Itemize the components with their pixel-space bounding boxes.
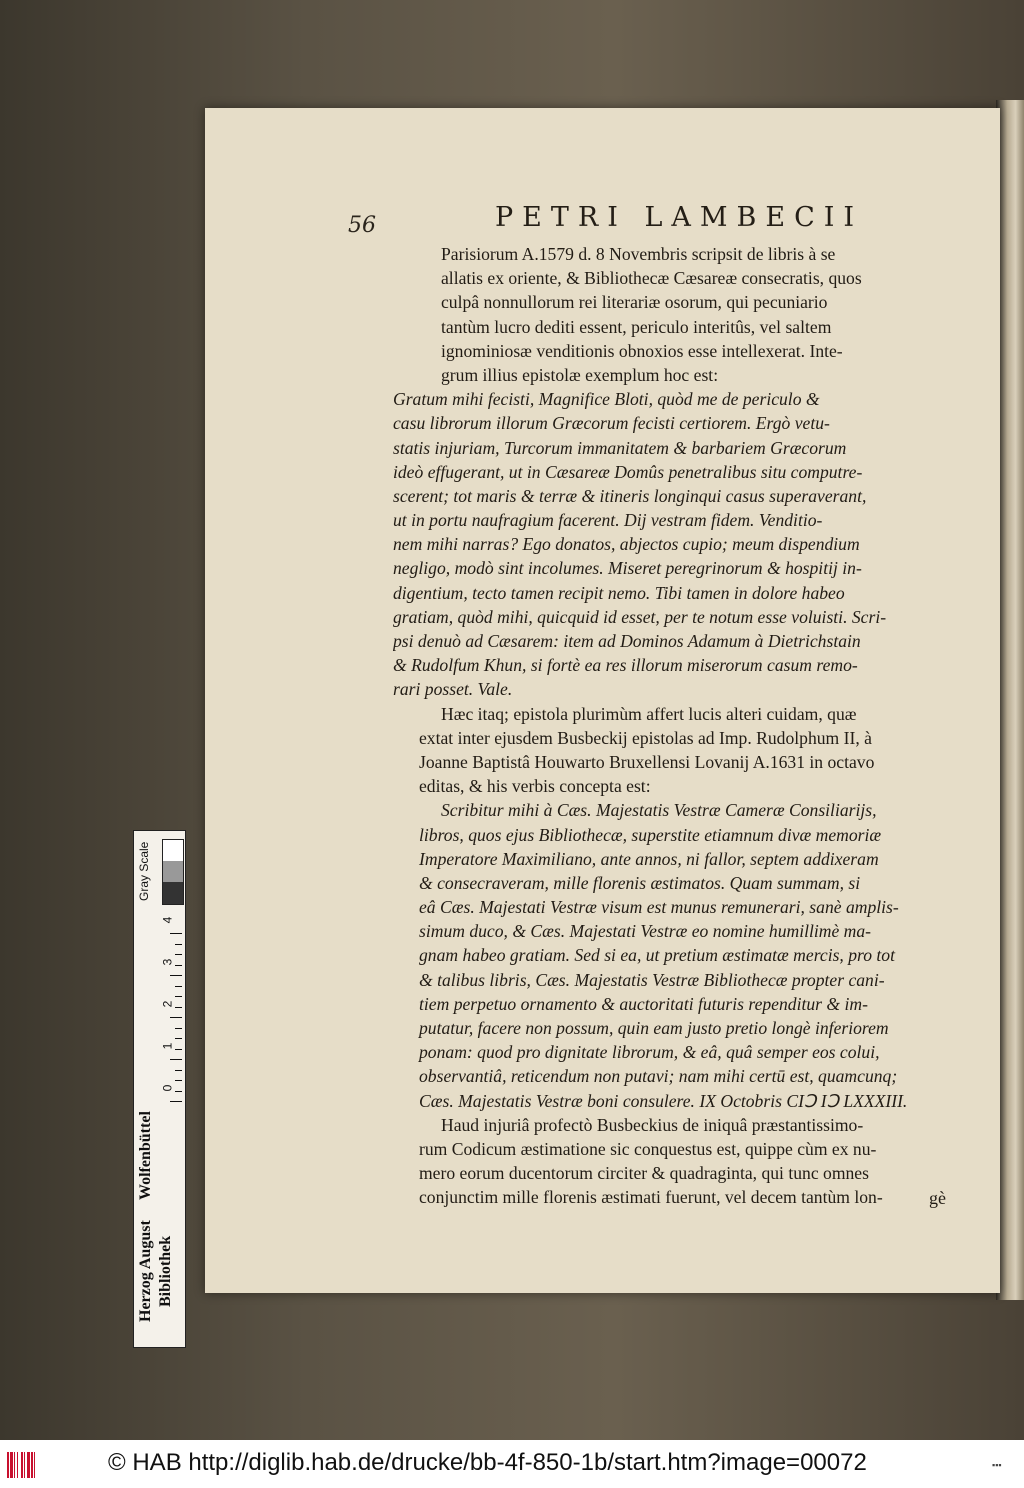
running-head: PETRI LAMBECII <box>495 202 864 233</box>
text-line: & Rudolfum Khun, si fortè ea res illorum miserorum casum remo- <box>393 655 858 676</box>
text-line: digentium, tecto tamen recipit nemo. Tibi tamen in dolore habeo <box>393 582 845 603</box>
facing-page-edge <box>996 100 1024 1300</box>
text-line: putatur, facere non possum, quin eam justo pretio longè inferiorem <box>419 1018 889 1038</box>
text-line: casu librorum illorum Græcorum fecisti certiorem. Ergò vetu- <box>393 413 830 434</box>
ruler-tick <box>170 933 182 934</box>
measuring-ruler <box>133 830 186 1348</box>
ruler-number: 0 <box>160 1084 175 1092</box>
text-line: ut in portu naufragium facerent. Dij vestram fidem. Venditio- <box>393 510 823 531</box>
ruler-minor-tick <box>175 1091 182 1092</box>
text-line: rari posset. Vale. <box>393 679 513 700</box>
text-line: editas, & his verbis concepta est: <box>419 776 651 797</box>
text-line: simum duco, & Cæs. Majestati Vestræ eo nomine humillimè ma- <box>419 921 872 942</box>
text-line: culpâ nonnullorum rei literariæ osorum, qui pecuniario <box>441 292 828 313</box>
logo-bar <box>31 1452 33 1478</box>
footer-mark: ▪▪▪ <box>992 1460 1002 1470</box>
ruler-minor-tick <box>175 996 182 997</box>
ruler-minor-tick <box>175 1049 182 1050</box>
text-line: Joanne Baptistâ Houwarto Bruxellensi Lovanij A.1631 in octavo <box>419 751 875 772</box>
ruler-number: 4 <box>160 916 175 924</box>
text-line: extat inter ejusdem Busbeckij epistolas ad Imp. Rudolphum II, à <box>419 727 872 748</box>
ruler-minor-tick <box>175 1038 182 1039</box>
ruler-minor-tick <box>175 944 182 945</box>
ruler-number: 3 <box>160 958 175 966</box>
ruler-number: 2 <box>160 1000 175 1008</box>
text-line: statis injuriam, Turcorum immanitatem & barbariem Græcorum <box>393 437 847 458</box>
institution-label <box>136 1111 182 1341</box>
text-line: Hæc itaq; epistola plurimùm affert lucis alteri cuidam, quæ <box>441 703 857 724</box>
hab-barcode-logo-icon <box>6 1450 46 1480</box>
copyright-url[interactable]: © HAB http://diglib.hab.de/drucke/bb-4f-850-1b/start.htm?image=00072 <box>108 1449 867 1476</box>
page-number: 56 <box>348 213 376 238</box>
logo-bar <box>27 1452 30 1478</box>
text-line: libros, quos ejus Bibliothecæ, superstite etiamnum divæ memoriæ <box>419 824 882 845</box>
ruler-tick <box>170 975 182 976</box>
text-line: nem mihi narras? Ego donatos, abjectos cupio; meum dispendium <box>393 534 860 555</box>
ruler-minor-tick <box>175 1028 182 1029</box>
ruler-minor-tick <box>175 965 182 966</box>
page-body-text <box>393 242 953 1210</box>
text-line: ignominiosæ venditionis obnoxios esse intellexerat. Inte- <box>441 340 843 361</box>
ruler-minor-tick <box>175 1080 182 1081</box>
text-line: Gratum mihi fecisti, Magnifice Bloti, quòd me de periculo & <box>393 389 820 410</box>
text-line: ideò effugerant, ut in Cæsareæ Domûs penetralibus situ computre- <box>393 461 863 482</box>
ruler-minor-tick <box>175 1007 182 1008</box>
ruler-tick <box>170 1059 182 1060</box>
text-line: psi denuò ad Cæsarem: item ad Dominos Adamum à Dietrichstain <box>393 631 861 651</box>
text-line: grum illius epistolæ exemplum hoc est: <box>441 364 719 385</box>
gray-scale-label: Gray Scale <box>137 841 151 901</box>
catchword: gè <box>929 1188 946 1208</box>
text-line: mero eorum ducentorum circiter & quadraginta, qui tunc omnes <box>419 1163 869 1184</box>
ruler-number: 1 <box>160 1042 175 1050</box>
ruler-minor-tick <box>175 1070 182 1071</box>
text-line: conjunctim mille florenis æstimati fuerunt, vel decem tantùm lon- <box>419 1187 883 1208</box>
text-line: Scribitur mihi à Cæs. Majestatis Vestræ Cameræ Consiliarijs, <box>441 800 877 821</box>
logo-bar <box>24 1452 25 1478</box>
text-line: scerent; tot maris & terræ & itineris longinqui casus superaverant, <box>393 485 867 506</box>
text-line: Haud injuriâ profectò Busbeckius de iniquâ præstantissimo- <box>441 1114 864 1135</box>
text-line: & consecraveram, mille florenis æstimatos. Quam summam, si <box>419 872 861 893</box>
ruler-tick <box>170 1101 182 1102</box>
text-line: tiem perpetuo ornamento & auctoritati futuris rependitur & im- <box>419 993 868 1014</box>
text-line: gnam habeo gratiam. Sed si ea, ut pretium æstimatæ mercis, pro tot <box>419 945 895 966</box>
text-line: gratiam, quòd mihi, quicquid id esset, per te notum esse voluisti. Scri- <box>393 606 887 627</box>
text-line: negligo, modò sint incolumes. Miseret peregrinorum & hospitij in- <box>393 558 862 579</box>
text-line: Parisiorum A.1579 d. 8 Novembris scripsit de libris à se <box>441 244 836 264</box>
text-line: Cæs. Majestatis Vestræ boni consulere. IX Octobris CIↃ IↃ LXXXIII. <box>419 1090 908 1111</box>
institution-line-1: Herzog August Bibliothek <box>137 1220 174 1323</box>
footer-bar <box>0 1440 1024 1488</box>
text-line: ponam: quod pro dignitate librorum, & eâ, quâ semper eos colui, <box>419 1042 880 1063</box>
logo-bar <box>14 1452 15 1478</box>
logo-bar <box>7 1452 9 1478</box>
logo-bar <box>21 1452 23 1478</box>
logo-bar <box>10 1452 13 1478</box>
logo-bar <box>17 1452 18 1478</box>
institution-line-2: Wolfenbüttel <box>137 1111 154 1200</box>
text-line: observantiâ, reticendum non putavi; nam mihi certū est, quamcunq; <box>419 1066 898 1087</box>
text-line: tantùm lucro dediti essent, periculo interitûs, vel saltem <box>441 316 832 337</box>
text-line: & talibus libris, Cæs. Majestatis Vestræ Bibliothecæ propter cani- <box>419 969 885 990</box>
text-line: eâ Cæs. Majestati Vestræ visum est munus remunerari, sanè amplis- <box>419 897 899 918</box>
ruler-minor-tick <box>175 986 182 987</box>
gray-scale-swatch <box>162 839 184 905</box>
logo-bar <box>34 1452 35 1478</box>
ruler-tick <box>170 1017 182 1018</box>
ruler-minor-tick <box>175 954 182 955</box>
text-line: rum Codicum æstimatione sic conquestus est, quippe cùm ex nu- <box>419 1138 877 1159</box>
text-line: Imperatore Maximiliano, ante annos, ni fallor, septem addixeram <box>419 848 879 869</box>
text-line: allatis ex oriente, & Bibliothecæ Cæsareæ consecratis, quos <box>441 268 862 289</box>
book-page <box>205 108 1000 1293</box>
